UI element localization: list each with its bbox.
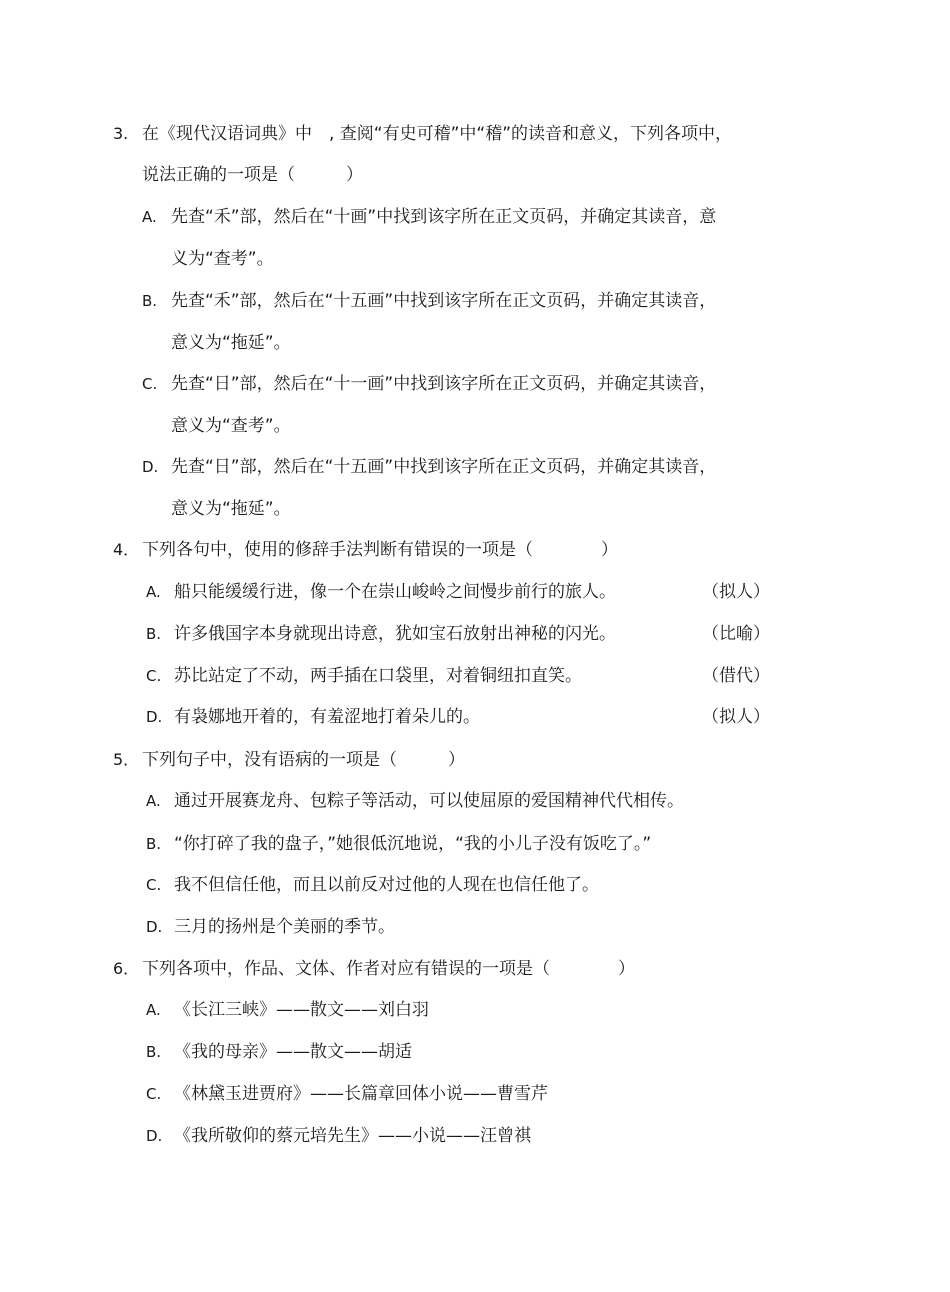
question-number: 5． — [113, 750, 140, 769]
question-stem-line: 下列各句中，使用的修辞手法判断有错误的一项是（ ） — [142, 540, 618, 560]
option-label: B. — [142, 292, 158, 310]
question-number: 3. — [113, 124, 129, 143]
rhetoric-tag: （比喻） — [702, 624, 770, 644]
option-text-line: 有袅娜地开着的，有羞涩地打着朵儿的。 — [174, 707, 480, 727]
option-label: B. — [146, 1043, 162, 1061]
option-label: B. — [146, 625, 162, 643]
option-label: C. — [146, 667, 162, 685]
option-text-line: 义为“查考”。 — [171, 249, 274, 269]
option-text-line: 《长江三峡》——散文——刘白羽 — [174, 1000, 429, 1020]
option-text-line: “你打碎了我的盘子，”她很低沉地说，“我的小儿子没有饭吃了。” — [174, 834, 652, 854]
option-label: D. — [146, 1127, 163, 1145]
option-label: C. — [146, 876, 162, 894]
option-label: C. — [142, 375, 158, 393]
option-label: B. — [146, 835, 162, 853]
question-number: 4． — [113, 540, 140, 559]
option-label: D. — [142, 458, 159, 476]
option-text-line: 意义为“查考”。 — [171, 416, 291, 436]
option-text-line: 许多俄国字本身就现出诗意，犹如宝石放射出神秘的闪光。 — [174, 624, 616, 644]
rhetoric-tag: （拟人） — [702, 707, 770, 727]
option-text-line: 我不但信任他，而且以前反对过他的人现在也信任他了。 — [174, 875, 599, 895]
option-text-line: 苏比站定了不动，两手插在口袋里，对着铜纽扣直笑。 — [174, 666, 582, 686]
option-text-line: 先查“禾”部，然后在“十五画”中找到该字所在正文页码，并确定其读音， — [171, 291, 717, 311]
option-label: A. — [146, 792, 161, 810]
option-text-line: 先查“日”部，然后在“十五画”中找到该字所在正文页码，并确定其读音， — [171, 457, 717, 477]
question-stem-line: 说法正确的一项是（ ） — [142, 165, 363, 185]
option-text-line: 船只能缓缓行进，像一个在崇山峻岭之间慢步前行的旅人。 — [174, 582, 616, 602]
option-text-line: 《我所敬仰的蔡元培先生》——小说——汪曾祺 — [174, 1126, 531, 1146]
rhetoric-tag: （拟人） — [702, 582, 770, 602]
option-label: A. — [146, 583, 161, 601]
option-label: A. — [142, 208, 157, 226]
rhetoric-tag: （借代） — [702, 666, 770, 686]
option-text-line: 三月的扬州是个美丽的季节。 — [174, 917, 395, 937]
question-stem-line: 下列各项中，作品、文体、作者对应有错误的一项是（ ） — [142, 959, 635, 979]
option-text-line: 意义为“拖延”。 — [171, 499, 291, 519]
question-stem-line: 下列句子中，没有语病的一项是（ ） — [142, 750, 465, 770]
option-text-line: 通过开展赛龙舟、包粽子等活动，可以使屈原的爱国精神代代相传。 — [174, 791, 684, 811]
question-number: 6． — [113, 959, 140, 978]
option-text-line: 《林黛玉进贾府》——长篇章回体小说——曹雪芹 — [174, 1084, 548, 1104]
option-label: D. — [146, 918, 163, 936]
option-text-line: 先查“日”部，然后在“十一画”中找到该字所在正文页码，并确定其读音， — [171, 374, 717, 394]
option-text-line: 先查“禾”部，然后在“十画”中找到该字所在正文页码，并确定其读音，意 — [171, 207, 717, 227]
option-label: A. — [146, 1001, 161, 1019]
option-label: C. — [146, 1085, 162, 1103]
question-stem-line: 在《现代汉语词典》中 , 查阅“有史可稽”中“稽”的读音和意义，下列各项中， — [142, 124, 733, 144]
option-text-line: 意义为“拖延”。 — [171, 333, 291, 353]
option-text-line: 《我的母亲》——散文——胡适 — [174, 1042, 412, 1062]
option-label: D. — [146, 708, 163, 726]
